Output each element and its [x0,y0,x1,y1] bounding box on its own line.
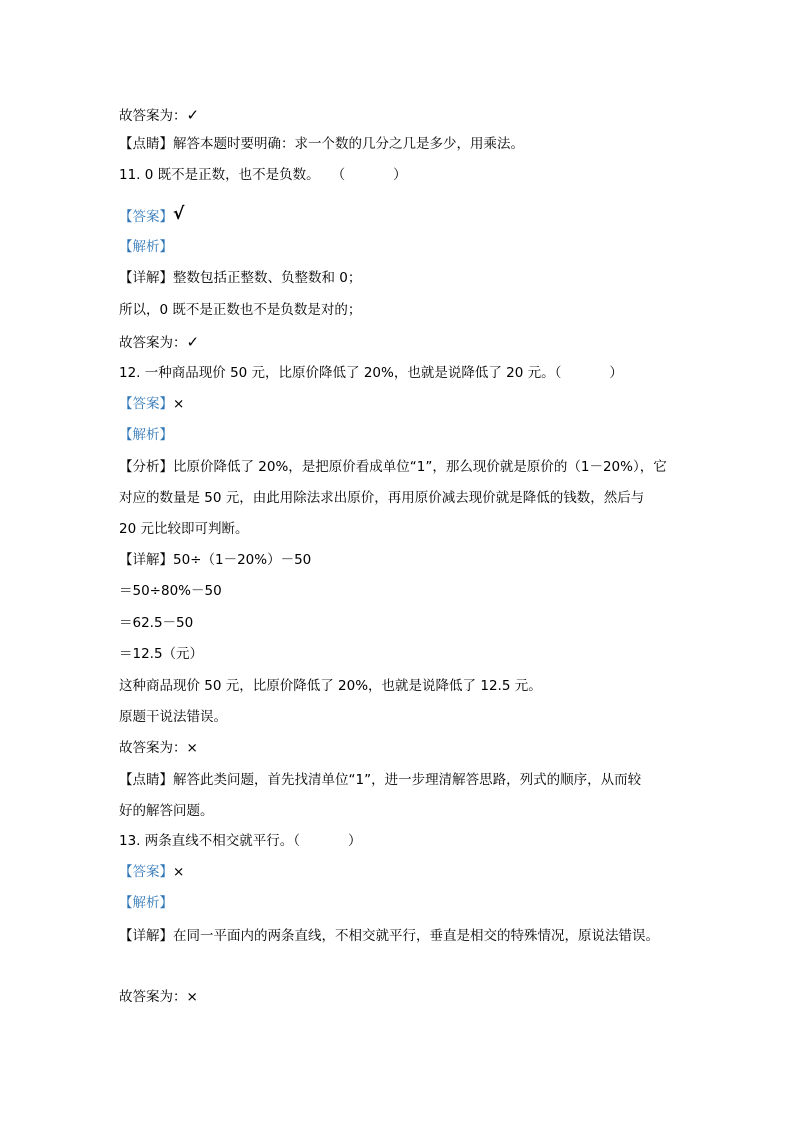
cross-mark-icon: × [173,396,185,412]
answer-prefix: 故答案为： [119,108,187,124]
detail-line [119,551,311,569]
calc-step: 50÷（1－20%）－50 [173,552,312,568]
detail-text: 整数包括正整数、负整数和 0； [173,270,362,286]
analysis-tag: 【解析】 [119,239,173,255]
answer-paren-close: ） [609,365,623,381]
analysis-tag: 【解析】 [119,427,173,443]
check-mark-icon: ✓ [186,333,200,351]
fenxi-text-2: 对应的数量是 50 元，由此用除法求出原价，再用原价减去现价就是降低的钱数，然后与 [119,490,645,506]
answer-tag: 【答案】 [119,396,173,412]
answer-line [119,739,198,757]
question-text: 0 既不是正数，也不是负数。 [144,167,320,183]
answer-tag: 【答案】 [119,864,173,880]
check-mark-icon: √ [173,204,185,224]
detail-tag: 【详解】 [119,928,173,944]
so-line: 所以，0 既不是正数也不是负数是对的； [119,302,362,318]
question-11 [119,166,407,184]
cross-mark-icon: × [186,989,198,1005]
fenxi-text: 比原价降低了 20%，是把原价看成单位“1”，那么现价就是原价的（1－20%），它 [173,459,667,475]
answer-line [119,333,199,352]
question-number: 13. [119,833,141,849]
dianjing-text-2: 好的解答问题。 [119,803,214,819]
answer-tag: 【答案】 [119,209,173,225]
answer-paren-close: ） [393,167,407,183]
question-number: 11. [119,167,141,183]
dianjing-tag: 【点睛】 [119,136,173,152]
cross-mark-icon: × [186,740,198,756]
answer-prefix: 故答案为： [119,335,187,351]
answer-paren-close: ） [348,833,362,849]
detail-tag: 【详解】 [119,552,173,568]
fenxi-tag: 【分析】 [119,459,173,475]
detail-line [119,927,659,945]
fenxi-line [119,458,667,476]
answer-paren-open: （ [293,833,301,849]
calc-step: ＝50÷80%－50 [119,583,222,599]
detail-line [119,269,361,287]
check-mark-icon: ✓ [186,106,200,124]
question-text: 一种商品现价 50 元，比原价降低了 20%，也就是说降低了 20 元。 [144,365,555,381]
fenxi-text-3: 20 元比较即可判断。 [119,521,249,537]
answer-row [119,395,184,413]
detail-tag: 【详解】 [119,270,173,286]
question-13 [119,832,362,850]
answer-paren-open: （ [554,365,562,381]
wrong-statement-line: 原题干说法错误。 [119,709,227,725]
analysis-tag: 【解析】 [119,895,173,911]
detail-text: 在同一平面内的两条直线，不相交就平行，垂直是相交的特殊情况，原说法错误。 [173,928,659,944]
conclusion-line: 这种商品现价 50 元，比原价降低了 20%，也就是说降低了 12.5 元。 [119,678,542,694]
answer-paren-open: （ [331,167,346,183]
dianjing-line [119,771,641,789]
answer-line [119,988,198,1006]
dianjing-line [119,135,524,153]
question-number: 12. [119,365,141,381]
cross-mark-icon: × [173,864,185,880]
question-text: 两条直线不相交就平行。 [144,833,294,849]
dianjing-text: 解答本题时要明确：求一个数的几分之几是多少，用乘法。 [173,136,524,152]
dianjing-text: 解答此类问题，首先找清单位“1”，进一步理清解答思路，列式的顺序，从而较 [173,772,642,788]
calc-step: ＝12.5（元） [119,646,204,662]
question-12 [119,364,623,382]
answer-prefix: 故答案为： [119,740,187,756]
answer-row [119,863,184,881]
calc-step: ＝62.5－50 [119,615,194,631]
answer-line [119,106,199,125]
answer-prefix: 故答案为： [119,989,187,1005]
answer-row [119,205,184,226]
dianjing-tag: 【点睛】 [119,772,173,788]
